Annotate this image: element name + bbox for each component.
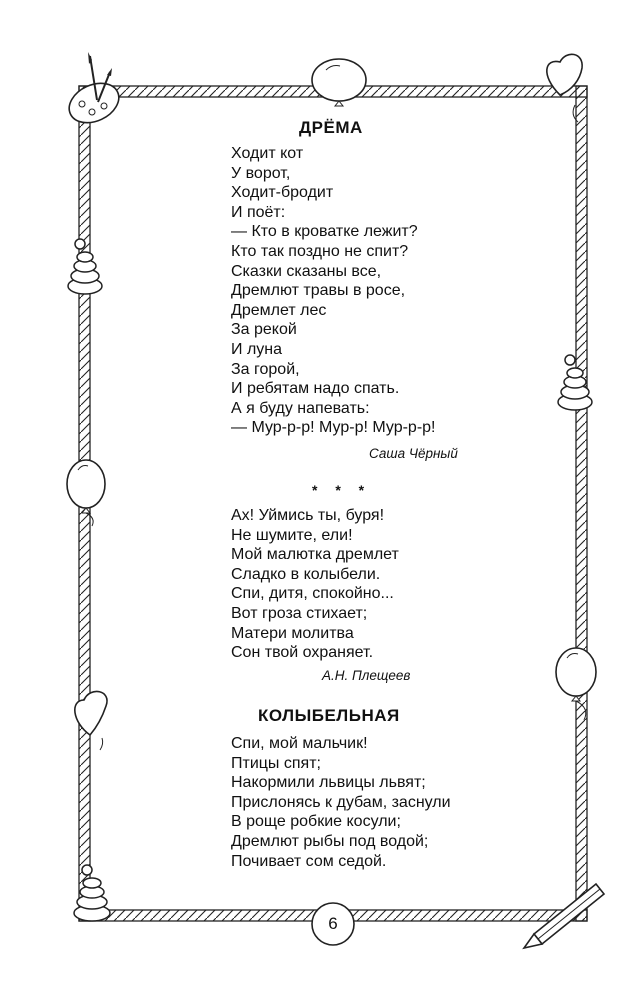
poem-line: И поёт: bbox=[231, 203, 286, 221]
poem-line: Не шумите, ели! bbox=[231, 526, 353, 544]
poem-line: И ребятам надо спать. bbox=[231, 380, 400, 398]
poem-line: За рекой bbox=[231, 321, 297, 339]
poem-line: Птицы спят; bbox=[231, 754, 321, 772]
poem-line: Спи, дитя, спокойно... bbox=[231, 585, 394, 603]
poem-line: Кто так поздно не спит? bbox=[231, 242, 409, 260]
poem-author: Саша Чёрный bbox=[369, 446, 458, 461]
poem-line: Спи, мой мальчик! bbox=[231, 735, 368, 752]
poem-line: Дремлет лес bbox=[231, 301, 327, 319]
poem-line: — Кто в кроватке лежит? bbox=[231, 223, 418, 241]
poem-line: В роще робкие косули; bbox=[231, 813, 401, 831]
poem-line: За горой, bbox=[231, 360, 300, 378]
poem-line: Накормили львицы львят; bbox=[231, 774, 426, 792]
poem-text bbox=[231, 144, 435, 438]
poem-line: А я буду напевать: bbox=[231, 399, 370, 417]
poem-line: Ах! Уймись ты, буря! bbox=[231, 507, 385, 524]
poem-text bbox=[231, 506, 399, 663]
poem-text bbox=[231, 734, 451, 871]
poem-line: Сказки сказаны все, bbox=[231, 262, 382, 280]
poem-line: И луна bbox=[231, 340, 283, 358]
poem-line: Сладко в колыбели. bbox=[231, 565, 381, 583]
poem-line: Вот гроза стихает; bbox=[231, 604, 368, 622]
poem-line: Ходит кот bbox=[231, 145, 304, 162]
section-separator: * * * bbox=[312, 482, 372, 498]
poem-line: Матери молитва bbox=[231, 624, 354, 642]
page-number: 6 bbox=[328, 914, 338, 933]
poem-line: Ходит-бродит bbox=[231, 184, 334, 202]
balloon-icon bbox=[312, 59, 366, 106]
palette-icon bbox=[63, 52, 125, 130]
poem-line: Сон твой охраняет. bbox=[231, 644, 374, 662]
poem-line: Дремлют травы в росе, bbox=[231, 282, 406, 300]
poem-line: У ворот, bbox=[231, 164, 291, 182]
poem-line: Мой малютка дремлет bbox=[231, 546, 399, 564]
poem-title: ДРЁМА bbox=[299, 118, 363, 137]
poem-line: Дремлют рыбы под водой; bbox=[231, 832, 429, 850]
poem-line: Почивает сом седой. bbox=[231, 852, 387, 870]
poem-author: А.Н. Плещеев bbox=[322, 668, 411, 683]
poem-line: — Мур-р-р! Мур-р! Мур-р-р! bbox=[231, 419, 436, 437]
poem-title: КОЛЫБЕЛЬНАЯ bbox=[258, 706, 400, 725]
poem-line: Прислонясь к дубам, заснули bbox=[231, 793, 451, 811]
